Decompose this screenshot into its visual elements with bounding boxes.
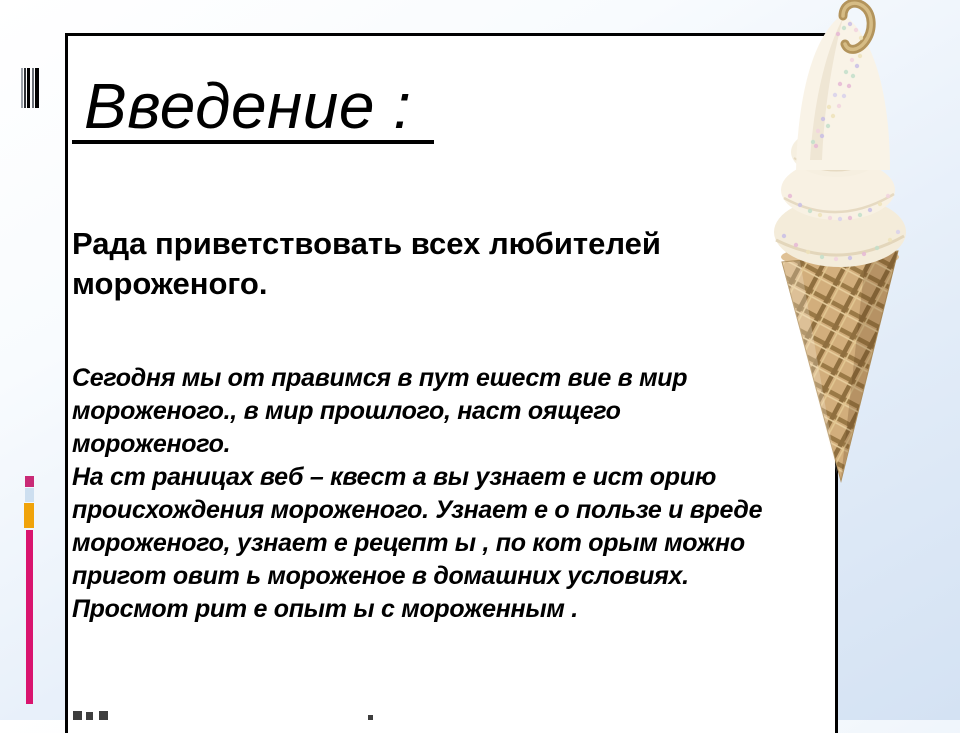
text-line: мороженого. bbox=[72, 266, 268, 301]
slide-title-block bbox=[72, 70, 434, 144]
text-line: пригот овит ь мороженое в домашних условиях. bbox=[72, 562, 689, 590]
waffle-cone bbox=[781, 246, 899, 481]
intro-paragraph bbox=[72, 362, 762, 626]
clipped-text-fragment bbox=[73, 711, 82, 720]
ice-cream-image bbox=[740, 0, 940, 500]
text-line: Сегодня мы от правимся в пут ешест вие в мир bbox=[72, 364, 688, 392]
text-line: Просмот рит е опыт ы с мороженным . bbox=[72, 595, 578, 623]
slide-canvas bbox=[65, 33, 838, 733]
greeting-paragraph bbox=[72, 224, 661, 304]
text-line: Рада приветствовать всех любителей bbox=[72, 226, 661, 261]
slide-title: Введение : bbox=[72, 74, 434, 144]
text-line: происхождения мороженого. Узнает е о пользе и вреде bbox=[72, 496, 763, 524]
text-line: На ст раницах веб – квест а вы узнает е ист орию bbox=[72, 463, 717, 491]
barcode-bar bbox=[21, 68, 23, 108]
text-line: мороженого., в мир прошлого, наст оящего bbox=[72, 397, 621, 425]
barcode-icon bbox=[21, 68, 39, 108]
ice-cream-swirl bbox=[774, 14, 906, 267]
clipped-text-fragment bbox=[368, 715, 373, 720]
text-line: мороженого, узнает е рецепт ы , по кот орым можно bbox=[72, 529, 745, 557]
barcode-bar bbox=[35, 68, 39, 108]
clipped-text-fragment bbox=[86, 712, 93, 720]
barcode-bar bbox=[32, 68, 34, 108]
accent-square-magenta bbox=[25, 476, 34, 487]
clipped-text-fragment bbox=[99, 711, 108, 720]
barcode-bar bbox=[24, 68, 26, 108]
accent-bar-magenta bbox=[26, 530, 33, 704]
text-line: мороженого. bbox=[72, 430, 231, 458]
accent-square-orange bbox=[24, 503, 34, 528]
accent-square-blue bbox=[25, 488, 34, 502]
barcode-bar bbox=[27, 68, 30, 108]
